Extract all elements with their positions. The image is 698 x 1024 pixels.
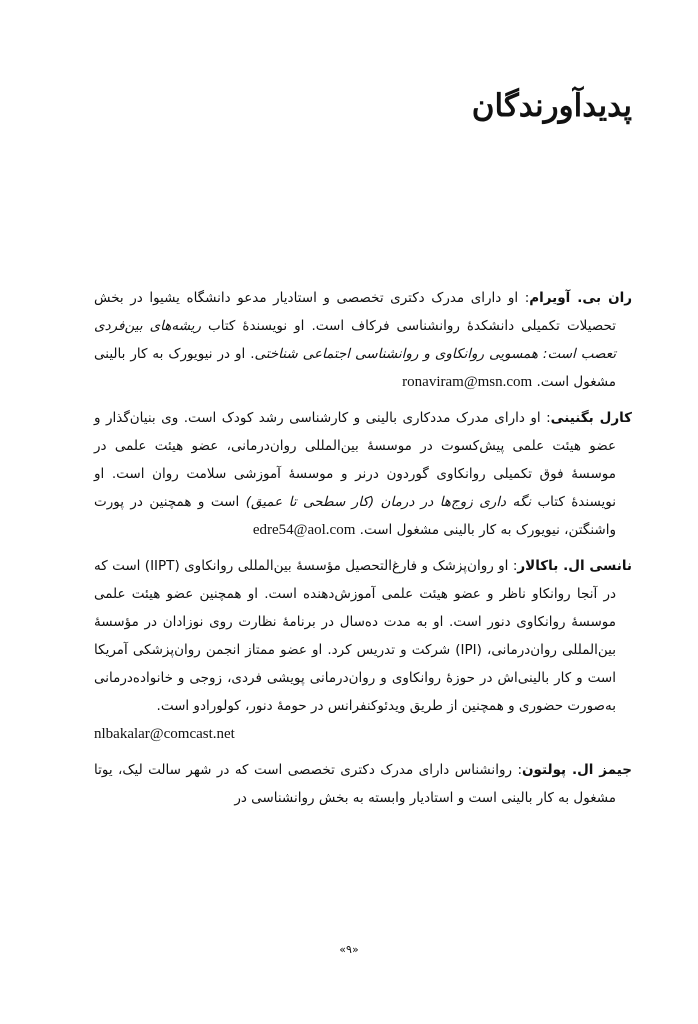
contributor-bio-cont: است و همچنین در پورت واشنگتن، نیویورک به کار بالینی مشغول است.	[94, 494, 616, 538]
contributors-list	[94, 284, 632, 820]
contributor-bio: روانشناس دارای مدرک دکتری تخصصی است که در شهر سالت لیک، یوتا مشغول به کار بالینی است و استادیار وابسته به بخش روانشناسی در	[94, 762, 616, 806]
contributor-email[interactable]: nlbakalar@comcast.net	[94, 726, 235, 742]
contributor-bio-cont: . او در نیویورک به کار بالینی مشغول است.	[94, 346, 616, 390]
book-title: ریشه‌های بین‌فردی تعصب است: همسویی روانکاوی و روانشناسی اجتماعی شناختی	[94, 318, 617, 362]
contributor-name: نانسی ال. باکالار	[517, 558, 632, 574]
contributor-entry: کارل بگنینی: او دارای مدرک مددکاری بالینی و کارشناسی رشد کودک است. وی بنیان‌گذار و عضو هیئت علمی پیش‌کسوت در موسسهٔ بین‌المللی روان‌درمانی، عضو هیئت علمی در موسسهٔ فوق تکمیلی روانکاوی گوردون درنر و موسسهٔ آموزشی سلامت روان است. او نویسندهٔ کتاب نگه داری زوج‌ها در درمان (کار سطحی تا عمیق) است و همچنین در پورت واشنگتن، نیویورک به کار بالینی مشغول است. edre54@aol.com	[94, 410, 633, 538]
contributor-bio: او دارای مدرک مددکاری بالینی و کارشناسی رشد کودک است. وی بنیان‌گذار و عضو هیئت علمی پیش‌کسوت در موسسهٔ بین‌المللی روان‌درمانی، عضو هیئت علمی در موسسهٔ فوق تکمیلی روانکاوی گوردون درنر و موسسهٔ آموزشی سلامت روان است. او نویسندهٔ کتاب	[94, 410, 616, 510]
page-number: «۹»	[339, 943, 359, 956]
book-title: نگه داری زوج‌ها در درمان (کار سطحی تا عمیق)	[245, 494, 531, 510]
contributor-entry: جیمز ال. پولتون: روانشناس دارای مدرک دکتری تخصصی است که در شهر سالت لیک، یوتا مشغول به کار بالینی است و استادیار وابسته به بخش روانشناسی در	[94, 762, 632, 806]
contributor-name: ران بی. آویرام	[529, 290, 632, 306]
contributor-entry: نانسی ال. باکالار: او روان‌پزشک و فارغ‌التحصیل مؤسسهٔ بین‌المللی روانکاوی (IIPT) است که در آنجا روانکاو ناظر و عضو هیئت علمی آموزش‌دهنده است. او همچنین عضو هیئت علمی موسسهٔ روانکاوی دنور است. او به مدت ده‌سال در برنامهٔ نظارت روی نوزادان در مؤسسهٔ بین‌المللی روان‌درمانی، (IPI) شرکت و تدریس کرد. او عضو ممتاز انجمن روان‌پزشکی آمریکا است و کار بالینی‌اش در حوزهٔ روانکاوی و روان‌درمانی پویشی فردی، زوجی و خانواده‌درمانی به‌صورت حضوری و همچنین از طریق ویدئوکنفرانس در حومهٔ دنور، کولورادو است. nlbakalar@comcast.net	[94, 552, 632, 748]
contributor-name: کارل بگنینی	[550, 410, 633, 426]
contributor-name: جیمز ال. پولتون	[522, 762, 632, 778]
contributor-email[interactable]: ronaviram@msn.com	[402, 374, 533, 390]
contributor-bio: او دارای مدرک دکتری تخصصی و استادیار مدعو دانشگاه یشیوا در بخش تحصیلات تکمیلی دانشکدهٔ روانشناسی فرکاف است. او نویسندهٔ کتاب	[94, 290, 616, 334]
contributor-entry: ران بی. آویرام: او دارای مدرک دکتری تخصصی و استادیار مدعو دانشگاه یشیوا در بخش تحصیلات تکمیلی دانشکدهٔ روانشناسی فرکاف است. او نویسندهٔ کتاب ریشه‌های بین‌فردی تعصب است: همسویی روانکاوی و روانشناسی اجتماعی شناختی. او در نیویورک به کار بالینی مشغول است. ronaviram@msn.com	[94, 290, 632, 390]
contributor-bio: او روان‌پزشک و فارغ‌التحصیل مؤسسهٔ بین‌المللی روانکاوی (IIPT) است که در آنجا روانکاو ناظر و عضو هیئت علمی آموزش‌دهنده است. او همچنین عضو هیئت علمی موسسهٔ روانکاوی دنور است. او به مدت ده‌سال در برنامهٔ نظارت روی نوزادان در مؤسسهٔ بین‌المللی روان‌درمانی، (IPI) شرکت و تدریس کرد. او عضو ممتاز انجمن روان‌پزشکی آمریکا است و کار بالینی‌اش در حوزهٔ روانکاوی و روان‌درمانی پویشی فردی، زوجی و خانواده‌درمانی به‌صورت حضوری و همچنین از طریق ویدئوکنفرانس در حومهٔ دنور، کولورادو است.	[94, 558, 617, 714]
page-title: پدیدآورندگان	[471, 88, 632, 124]
contributor-email[interactable]: edre54@aol.com	[252, 522, 356, 538]
